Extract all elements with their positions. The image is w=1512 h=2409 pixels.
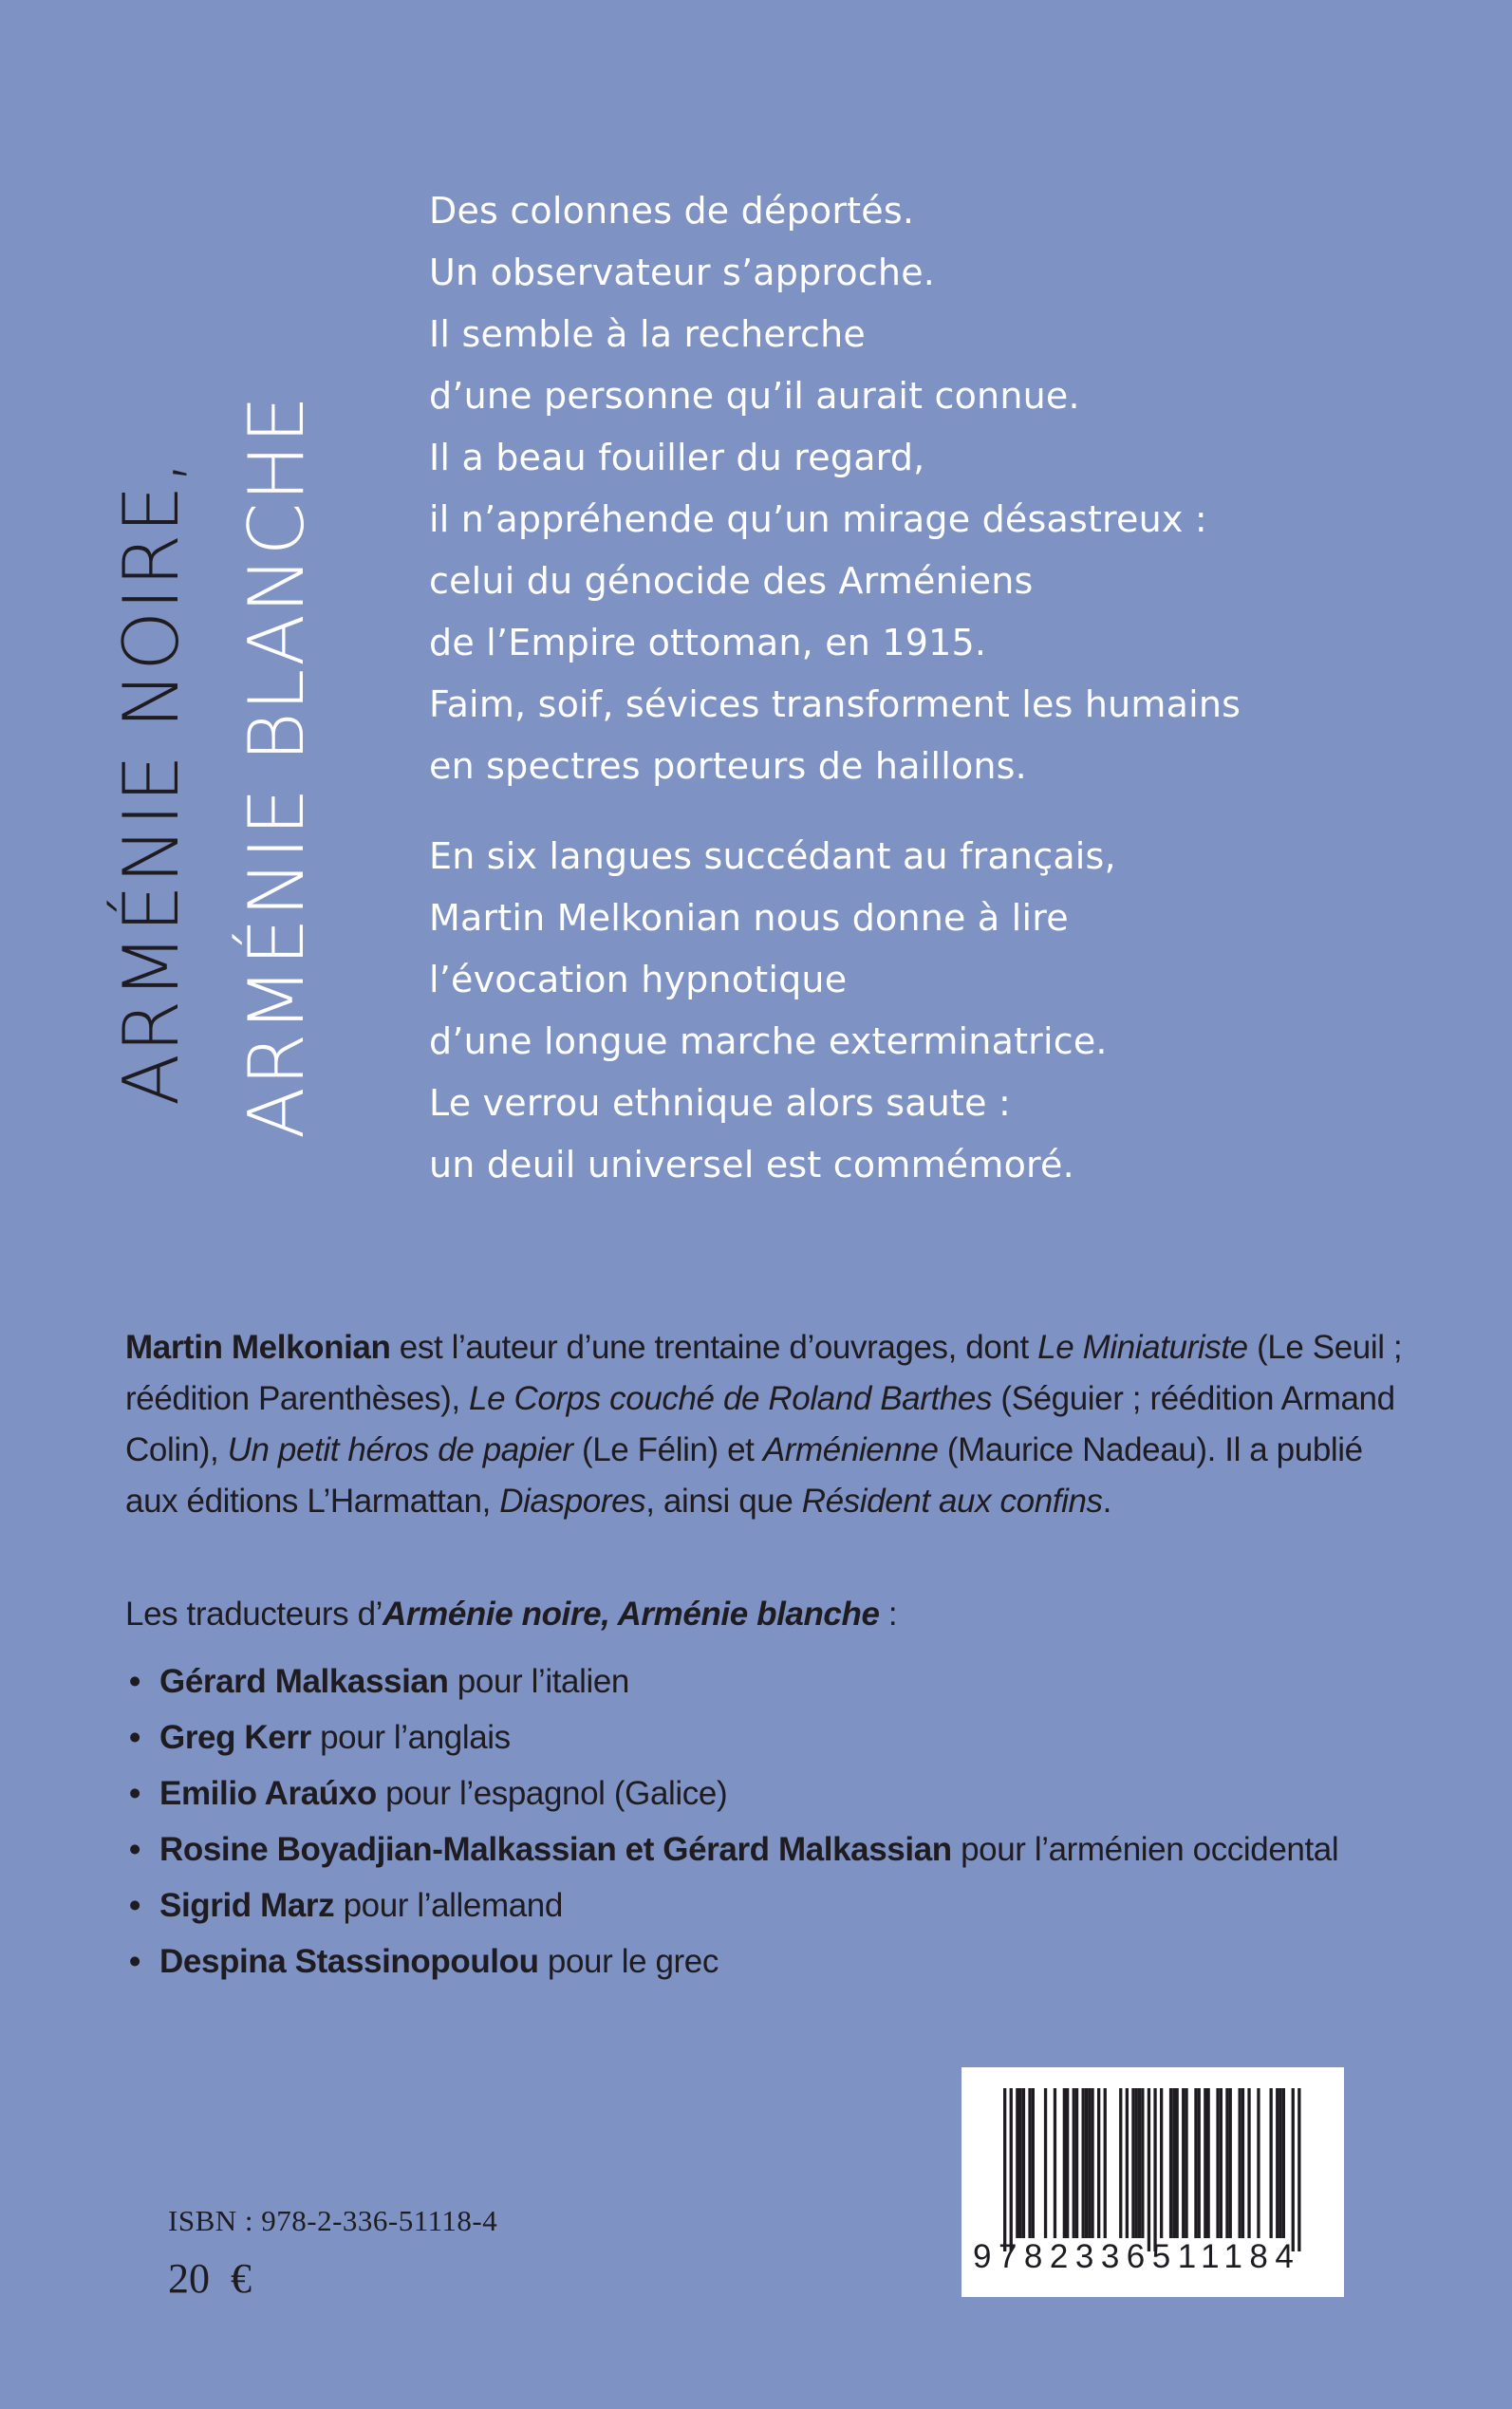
blurb-line: Martin Melkonian nous donne à lire [429,897,1069,939]
blurb-line: il n’appréhende qu’un mirage désastreux : [429,498,1207,540]
author-bio [125,1322,1403,1527]
work-title: Diaspores [499,1483,646,1520]
blurb-paragraph-1 [429,180,1378,797]
isbn-value: 978-2-336-51118-4 [261,2204,498,2237]
blurb-line: de l’Empire ottoman, en 1915. [429,622,987,663]
translator-name: Despina Stassinopoulou [159,1943,539,1980]
bio-line-2 [125,1373,1395,1425]
barcode-bar [1126,2088,1129,2238]
barcode-bar [1176,2088,1179,2238]
price [168,2254,252,2303]
work-title: Un petit héros de papier [227,1431,573,1468]
translator-name: Rosine Boyadjian-Malkassian et Gérard Malkassian [159,1831,952,1868]
blurb-line: Il semble à la recherche [429,313,866,355]
title-line-1: ARMÉNIE NOIRE, [107,458,196,1106]
barcode-bar [1257,2088,1260,2238]
bio-line-1 [125,1322,1403,1373]
bio-text: , ainsi que [645,1483,802,1520]
barcode-bar [1160,2088,1163,2238]
bio-text: (Séguier ; réédition Armand [992,1380,1395,1417]
barcode-bar [1032,2088,1035,2238]
author-name: Martin Melkonian [125,1329,391,1366]
barcode-bar [1016,2088,1018,2238]
barcode-bar [1091,2088,1093,2238]
blurb-line: d’une longue marche exterminatrice. [429,1020,1108,1062]
barcode-bar [1019,2088,1022,2238]
translator-name: Sigrid Marz [159,1887,335,1924]
barcode-bar [1131,2088,1134,2238]
bio-line-4 [125,1476,1388,1527]
blurb-line: en spectres porteurs de haillons. [429,745,1027,787]
bio-line-3 [125,1425,1388,1476]
translators-list [125,1653,1388,1989]
barcode-bar [1282,2088,1285,2238]
barcode-bar [1279,2088,1281,2238]
barcode-bar [1135,2088,1138,2238]
barcode [961,2067,1344,2297]
translators-heading [125,1589,897,1640]
barcode-bar [1297,2088,1300,2251]
barcode-bar [1085,2088,1088,2238]
translator-language: pour l’allemand [334,1887,563,1924]
heading-text: : [879,1596,898,1633]
barcode-bar [1010,2088,1013,2251]
bullet-icon: • [129,1943,140,1980]
blurb-line: l’évocation hypnotique [429,959,848,1000]
bio-text: (Le Seuil ; [1247,1329,1403,1366]
blurb-paragraph-2 [429,826,1378,1196]
bullet-icon: • [129,1663,140,1700]
bullet-icon: • [129,1775,140,1812]
bio-text: . [1102,1483,1111,1520]
barcode-bar [1044,2088,1047,2238]
barcode-bar [1148,2088,1150,2251]
barcode-bar [1185,2088,1187,2238]
barcode-bar [1194,2088,1197,2238]
barcode-bar [1169,2088,1172,2238]
work-title: Le Corps couché de Roland Barthes [469,1380,993,1417]
blurb-line: un deuil universel est commémoré. [429,1144,1074,1186]
blurb-line: Faim, soif, sévices transforment les humains [429,683,1241,725]
barcode-bar [1141,2088,1144,2238]
barcode-bar [1153,2088,1156,2251]
translator-language: pour l’italien [448,1663,629,1700]
blurb-line: Des colonnes de déportés. [429,190,915,232]
barcode-bar [1204,2088,1206,2238]
bio-text: aux éditions L’Harmattan, [125,1483,500,1520]
barcode-bar [1207,2088,1210,2238]
isbn [168,2204,497,2238]
barcode-bar [1063,2088,1066,2238]
isbn-label: ISBN [168,2204,237,2237]
barcode-bar [1198,2088,1201,2238]
translator-item [125,1709,1388,1765]
bio-text: est l’auteur d’une trentaine d’ouvrages, dont [390,1329,1038,1366]
isbn-separator: : [236,2204,262,2237]
barcode-bar [1216,2088,1219,2238]
barcode-bar [1292,2088,1295,2251]
blurb-line: d’une personne qu’il aurait connue. [429,375,1080,417]
blurb [429,180,1378,1196]
translator-item [125,1933,1388,1989]
barcode-bar [1182,2088,1185,2238]
barcode-bar [1138,2088,1141,2238]
barcode-digits: 9782336511184 [973,2238,1301,2275]
translator-language: pour l’anglais [310,1719,511,1756]
translator-item [125,1765,1388,1821]
barcode-bar [1028,2088,1031,2238]
barcode-bar [1054,2088,1056,2238]
barcode-bar [1229,2088,1232,2238]
bullet-icon: • [129,1887,140,1924]
barcode-bar [1066,2088,1069,2238]
barcode-bar [1247,2088,1250,2238]
translator-language: pour l’espagnol (Galice) [376,1775,728,1812]
barcode-bar [1003,2088,1006,2251]
blurb-line: Un observateur s’approche. [429,252,936,293]
bio-text: Colin), [125,1431,228,1468]
barcode-bar [1075,2088,1078,2238]
barcode-bar [1022,2088,1025,2238]
translator-name: Gérard Malkassian [159,1663,449,1700]
barcode-bar [1239,2088,1241,2238]
price-amount: 20 [168,2255,210,2302]
blurb-line: Le verrou ethnique alors saute : [429,1082,1011,1124]
translator-item [125,1877,1388,1933]
translator-item [125,1821,1388,1877]
translator-name: Greg Kerr [159,1719,311,1756]
barcode-bar [1104,2088,1107,2238]
bullet-icon: • [129,1719,140,1756]
blurb-line: En six langues succédant au français, [429,835,1116,877]
bio-text: (Maurice Nadeau). Il a publié [938,1431,1363,1468]
work-title: Le Miniaturiste [1037,1329,1248,1366]
barcode-bar [1270,2088,1273,2238]
work-title: Arménienne [762,1431,939,1468]
translator-name: Emilio Araúxo [159,1775,377,1812]
barcode-bar [1082,2088,1085,2238]
translator-item [125,1653,1388,1709]
book-title: Arménie noire, Arménie blanche [383,1596,880,1633]
barcode-bar [1225,2088,1228,2238]
barcode-bar [1172,2088,1175,2238]
barcode-bar [1276,2088,1279,2238]
barcode-bar [1097,2088,1100,2238]
price-currency: € [231,2255,252,2302]
barcode-bar [1241,2088,1244,2238]
barcode-bar [1119,2088,1122,2238]
blurb-line: Il a beau fouiller du regard, [429,437,925,478]
translator-language: pour le grec [538,1943,719,1980]
title-line-2: ARMÉNIE BLANCHE [233,394,321,1139]
translator-language: pour l’arménien occidental [951,1831,1339,1868]
barcode-bar [1220,2088,1223,2238]
bio-text: (Le Félin) et [572,1431,763,1468]
barcode-bar [1073,2088,1075,2238]
barcode-bar [1088,2088,1091,2238]
blurb-line: celui du génocide des Arméniens [429,560,1034,602]
bio-text: réédition Parenthèses), [125,1380,470,1417]
work-title: Résident aux confins [801,1483,1103,1520]
bullet-icon: • [129,1831,140,1868]
heading-text: Les traducteurs d’ [125,1596,383,1633]
